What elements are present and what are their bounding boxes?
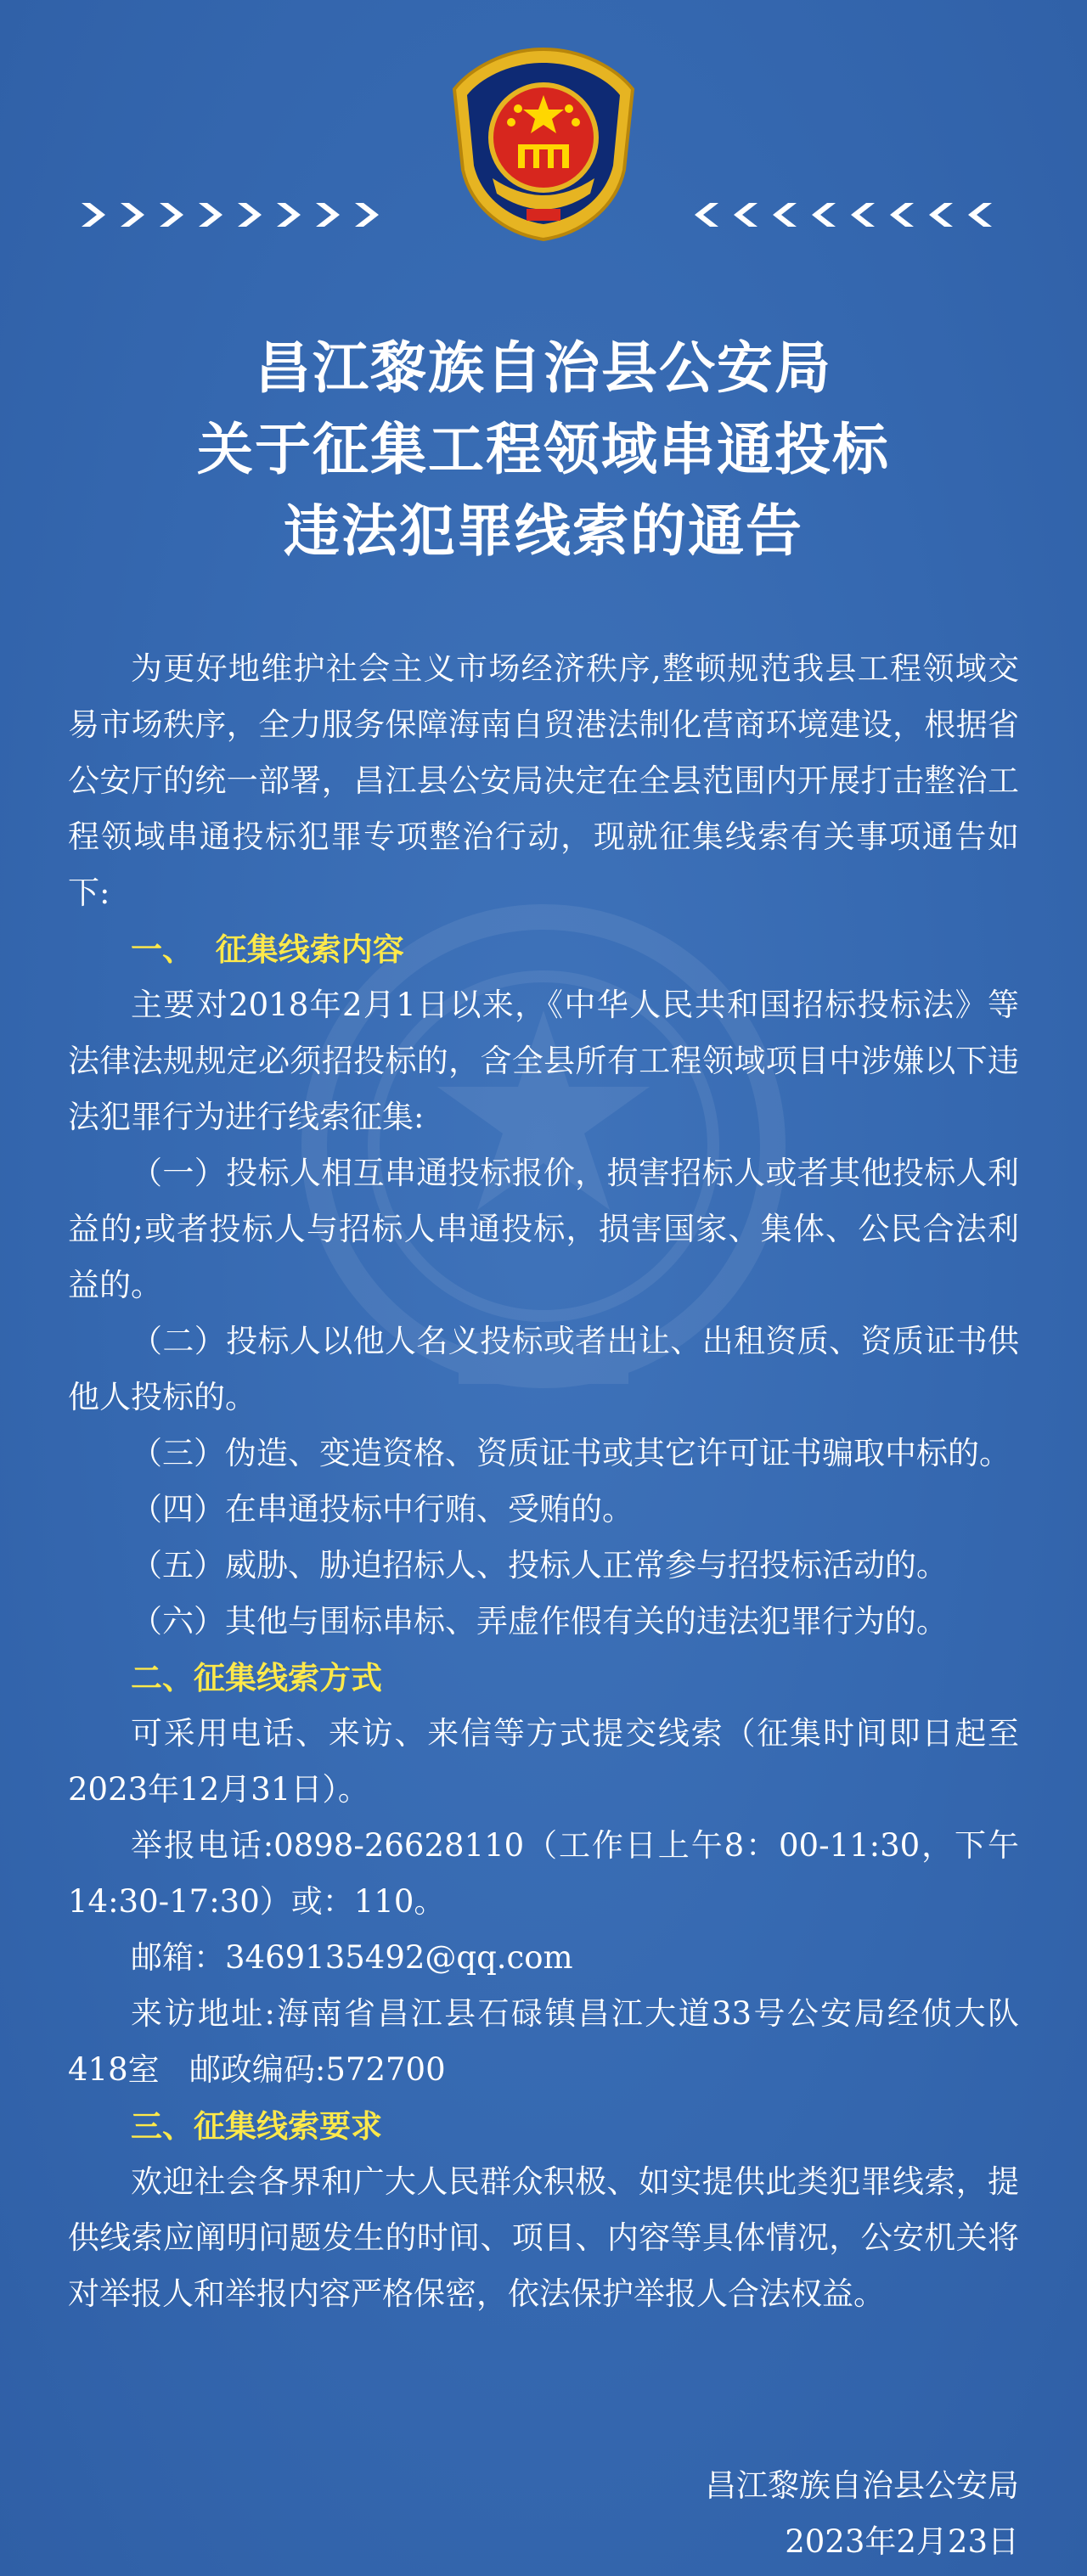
- signature-block: [0, 2458, 1019, 2570]
- section-1-item-4: （四）在串通投标中行贿、受贿的。: [131, 1491, 634, 1527]
- report-phone: 举报电话:0898-26628110（工作日上午8：00-11:30，下午14:30-17:30）或：110。: [68, 1827, 1019, 1920]
- section-1-item-2: （二）投标人以他人名义投标或者出让、出租资质、资质证书供他人投标的。: [68, 1323, 1019, 1415]
- notice-title: [0, 327, 1087, 571]
- chevron-arrows-left-icon: [76, 200, 386, 233]
- section-1-item-5: （五）威胁、胁迫招标人、投标人正常参与招投标活动的。: [131, 1547, 948, 1583]
- title-line-2: 关于征集工程领域串通投标: [197, 416, 890, 482]
- section-2-heading: 二、征集线索方式: [131, 1659, 382, 1696]
- signature-org: 昌江黎族自治县公安局: [705, 2467, 1019, 2504]
- title-line-3: 违法犯罪线索的通告: [284, 498, 803, 564]
- header-banner: [0, 25, 1087, 229]
- section-1-heading: 一、 征集线索内容: [131, 931, 404, 968]
- title-line-1: 昌江黎族自治县公安局: [255, 335, 832, 401]
- signature-date: 2023年2月23日: [785, 2523, 1019, 2560]
- section-3-text: 欢迎社会各界和广大人民群众积极、如实提供此类犯罪线索，提供线索应阐明问题发生的时间、项目、内容等具体情况，公安机关将对举报人和举报内容严格保密，依法保护举报人合法权益。: [68, 2163, 1019, 2312]
- section-1-item-6: （六）其他与围标串标、弄虚作假有关的违法犯罪行为的。: [131, 1603, 948, 1640]
- section-1-intro: 主要对2018年2月1日以来，《中华人民共和国招标投标法》等法律法规规定必须招投标的，含全县所有工程领域项目中涉嫌以下违法犯罪行为进行线索征集:: [68, 987, 1019, 1135]
- section-1-item-1: （一）投标人相互串通投标报价，损害招标人或者其他投标人利益的;或者投标人与招标人串通投标，损害国家、集体、公民合法利益的。: [68, 1155, 1019, 1303]
- report-email: 邮箱：3469135492@qq.com: [131, 1939, 573, 1976]
- police-emblem-icon: [433, 42, 654, 246]
- section-1-item-3: （三）伪造、变造资格、资质证书或其它许可证书骗取中标的。: [131, 1435, 1011, 1471]
- notice-body: [68, 641, 1019, 2322]
- visit-address: 来访地址:海南省昌江县石碌镇昌江大道33号公安局经侦大队418室 邮政编码:572700: [68, 1995, 1019, 2088]
- intro-paragraph: 为更好地维护社会主义市场经济秩序,整顿规范我县工程领域交易市场秩序，全力服务保障海南自贸港法制化营商环境建设，根据省公安厅的统一部署，昌江县公安局决定在全县范围内开展打击整治工程领域串通投标犯罪专项整治行动，现就征集线索有关事项通告如下:: [68, 650, 1019, 911]
- section-3-heading: 三、征集线索要求: [131, 2107, 382, 2145]
- section-2-method: 可采用电话、来访、来信等方式提交线索（征集时间即日起至2023年12月31日）。: [68, 1715, 1019, 1808]
- chevron-arrows-right-icon: [688, 200, 997, 233]
